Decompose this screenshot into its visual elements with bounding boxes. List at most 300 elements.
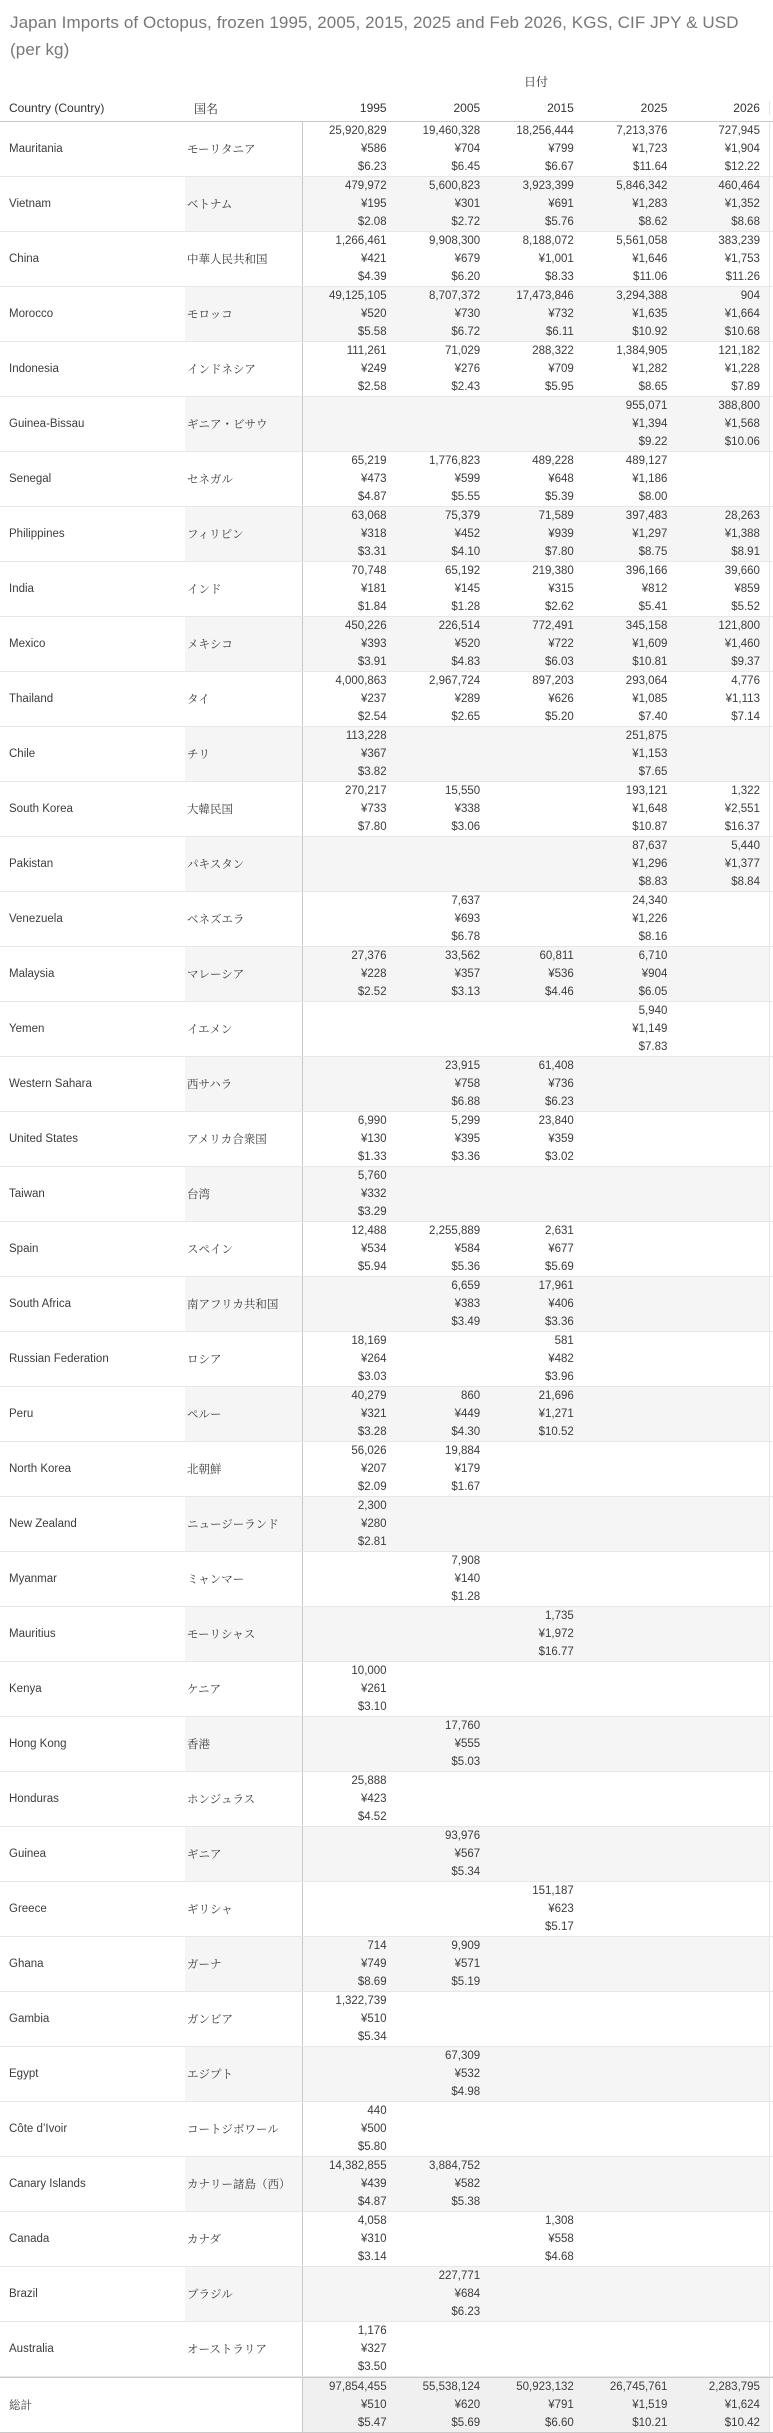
value-cell	[583, 617, 677, 671]
jpy-value	[678, 1020, 760, 1038]
usd-value: $5.58	[357, 326, 387, 338]
kgs-value: 1,322	[731, 785, 760, 797]
country-jp-cell: インド	[187, 584, 222, 596]
usd-value: $16.77	[538, 1646, 574, 1658]
usd-value	[678, 1643, 760, 1661]
kgs-value: 111,261	[346, 345, 387, 357]
value-cell	[396, 617, 490, 671]
usd-value: $3.06	[451, 821, 481, 833]
usd-value: $4.39	[357, 271, 387, 283]
country-jp-cell: ガンビア	[187, 2014, 233, 2026]
usd-value: $2.72	[451, 216, 481, 228]
value-cell	[676, 2212, 770, 2266]
kgs-value: 5,561,058	[616, 235, 668, 247]
usd-value	[585, 1203, 668, 1221]
jpy-value: ¥2,551	[724, 803, 760, 815]
jpy-value: ¥1,113	[725, 693, 760, 705]
country-jp-cell: エジプト	[185, 2047, 302, 2101]
value-cell	[302, 562, 396, 616]
jpy-value: ¥130	[361, 1133, 387, 1145]
usd-value	[585, 2138, 668, 2156]
usd-value: $3.03	[357, 1371, 387, 1383]
value-cell	[302, 1387, 396, 1441]
jpy-value: ¥1,609	[632, 638, 668, 650]
jpy-value: ¥1,904	[724, 143, 760, 155]
jpy-value	[305, 2065, 387, 2083]
kgs-value	[305, 1277, 387, 1295]
country-name-cell: Venezuela	[0, 892, 185, 946]
usd-value	[678, 2193, 760, 2211]
usd-value: $8.83	[638, 876, 668, 888]
value-cell	[583, 2267, 677, 2321]
usd-value	[585, 1093, 668, 1111]
jpy-value	[678, 1075, 760, 1093]
usd-value	[398, 2358, 481, 2376]
jpy-value: ¥758	[454, 1078, 481, 1090]
value-cell	[676, 1332, 770, 1386]
usd-value	[491, 2138, 574, 2156]
jpy-value	[491, 1185, 574, 1203]
usd-value: $8.84	[731, 876, 760, 888]
value-cell	[489, 1442, 583, 1496]
country-jp-cell: ガーナ	[185, 1937, 302, 1991]
kgs-value	[678, 1607, 760, 1625]
kgs-value	[305, 397, 387, 415]
jpy-value	[678, 1570, 760, 1588]
usd-value	[585, 1588, 668, 1606]
usd-value: $6.23	[357, 161, 387, 173]
country-name-cell: Chile	[0, 727, 185, 781]
jpy-value: ¥393	[361, 638, 387, 650]
value-cell	[583, 507, 677, 561]
value-cell	[676, 452, 770, 506]
kgs-value	[585, 1882, 668, 1900]
value-cell	[489, 1607, 583, 1661]
country-name-cell: Mauritania	[0, 122, 185, 176]
country-jp-cell: ホンジュラス	[187, 1794, 256, 1806]
table-row	[0, 617, 773, 672]
jpy-value	[305, 2285, 387, 2303]
value-cell	[489, 397, 583, 451]
value-cell	[302, 1167, 396, 1221]
usd-value: $5.19	[451, 1976, 481, 1988]
country-jp-cell: ケニア	[187, 1684, 222, 1696]
kgs-value: 3,923,399	[522, 180, 574, 192]
value-cell	[583, 672, 677, 726]
usd-value: $3.82	[357, 766, 387, 778]
jpy-value: ¥1,228	[724, 363, 760, 375]
kgs-value: 55,538,124	[422, 2381, 481, 2393]
value-cell	[302, 1717, 396, 1771]
usd-value: $3.50	[357, 2361, 387, 2373]
usd-value: $10.92	[632, 326, 668, 338]
value-cell	[396, 1442, 490, 1496]
usd-value: $11.64	[633, 161, 668, 173]
value-cell	[489, 2378, 583, 2432]
kgs-value: 23,840	[538, 1115, 574, 1127]
value-cell	[302, 1057, 396, 1111]
kgs-value: 288,322	[532, 345, 574, 357]
kgs-value	[491, 1442, 574, 1460]
usd-value: $2.43	[451, 381, 481, 393]
country-jp-cell: 大韓民国	[187, 804, 233, 816]
usd-value	[678, 1478, 760, 1496]
value-cell	[583, 1827, 677, 1881]
kgs-value	[398, 2212, 481, 2230]
value-cell	[676, 1277, 770, 1331]
value-cell	[396, 1772, 490, 1826]
usd-value: $5.39	[545, 491, 574, 503]
usd-value: $4.46	[545, 986, 574, 998]
jpy-value: ¥421	[361, 253, 387, 265]
jpy-value	[585, 2285, 668, 2303]
value-cell	[396, 1222, 490, 1276]
jpy-value	[678, 1185, 760, 1203]
jpy-value: ¥1,186	[632, 473, 668, 485]
jpy-value: ¥439	[361, 2178, 387, 2190]
usd-value	[491, 763, 574, 781]
usd-value	[678, 488, 760, 506]
value-cell	[583, 1772, 677, 1826]
jpy-value: ¥620	[454, 2399, 481, 2411]
value-cell	[676, 287, 770, 341]
kgs-value: 345,158	[625, 620, 668, 632]
jpy-value: ¥1,723	[632, 143, 668, 155]
usd-value: $6.78	[451, 931, 481, 943]
jpy-value	[398, 745, 481, 763]
kgs-value	[585, 1497, 668, 1515]
kgs-value: 860	[461, 1390, 481, 1402]
jpy-value: ¥736	[548, 1078, 574, 1090]
value-cell	[489, 1552, 583, 1606]
usd-value: $2.65	[451, 711, 481, 723]
kgs-value: 6,990	[357, 1115, 387, 1127]
kgs-value: 2,255,889	[429, 1225, 481, 1237]
kgs-value: 8,707,372	[429, 290, 481, 302]
column-header-year: 1995	[359, 101, 387, 115]
kgs-value: 15,550	[445, 785, 481, 797]
value-cell	[676, 1937, 770, 1991]
jpy-value: ¥327	[361, 2343, 387, 2355]
kgs-value: 19,884	[445, 1445, 481, 1457]
usd-value: $6.23	[451, 2306, 481, 2318]
jpy-value: ¥732	[548, 308, 574, 320]
kgs-value: 75,379	[445, 510, 481, 522]
kgs-value	[398, 1772, 481, 1790]
usd-value: $8.62	[638, 216, 668, 228]
jpy-value: ¥791	[548, 2399, 574, 2411]
jpy-value	[305, 1570, 387, 1588]
kgs-value	[491, 1662, 574, 1680]
jpy-value: ¥315	[548, 583, 574, 595]
country-jp-cell: ブラジル	[185, 2267, 302, 2321]
total-label: 総計	[0, 2378, 185, 2432]
usd-value: $4.87	[357, 491, 387, 503]
usd-value: $5.41	[638, 601, 668, 613]
value-cell	[583, 2102, 677, 2156]
jpy-value: ¥1,297	[632, 528, 668, 540]
kgs-value: 1,266,461	[335, 235, 387, 247]
usd-value	[585, 1148, 668, 1166]
jpy-value: ¥1,635	[632, 308, 668, 320]
kgs-value	[678, 1112, 760, 1130]
kgs-value	[585, 1607, 668, 1625]
kgs-value	[585, 1827, 668, 1845]
value-cell	[396, 672, 490, 726]
value-cell	[676, 837, 770, 891]
value-cell	[302, 2378, 396, 2432]
usd-value: $10.52	[538, 1426, 574, 1438]
jpy-value: ¥249	[361, 363, 387, 375]
jpy-value: ¥261	[361, 1683, 387, 1695]
kgs-value	[585, 1167, 668, 1185]
jpy-value	[398, 1680, 481, 1698]
value-cell	[302, 2102, 396, 2156]
jpy-value	[305, 910, 387, 928]
value-cell	[583, 1937, 677, 1991]
jpy-value	[585, 2065, 668, 2083]
jpy-value: ¥1,394	[632, 418, 668, 430]
table-row	[0, 507, 773, 562]
value-cell	[396, 507, 490, 561]
kgs-value	[678, 727, 760, 745]
kgs-value: 460,464	[718, 180, 760, 192]
column-header-year: 2025	[640, 101, 668, 115]
value-cell	[489, 562, 583, 616]
value-cell	[583, 1002, 677, 1056]
value-cell	[676, 342, 770, 396]
kgs-value: 2,300	[357, 1500, 387, 1512]
usd-value: $6.20	[451, 271, 481, 283]
usd-value: $8.16	[638, 931, 668, 943]
usd-value: $1.67	[451, 1481, 481, 1493]
value-cell	[396, 1002, 490, 1056]
country-name-cell: Yemen	[0, 1002, 185, 1056]
jpy-value: ¥599	[454, 473, 481, 485]
country-jp-cell: パキスタン	[185, 837, 302, 891]
country-name-cell: Mexico	[0, 617, 185, 671]
table-row	[0, 1607, 773, 1662]
kgs-value	[585, 1662, 668, 1680]
kgs-value: 25,888	[351, 1775, 387, 1787]
value-cell	[302, 177, 396, 231]
table-row	[0, 672, 773, 727]
usd-value: $4.52	[357, 1811, 387, 1823]
jpy-value: ¥520	[454, 638, 481, 650]
jpy-value: ¥276	[454, 363, 481, 375]
kgs-value: 5,600,823	[429, 180, 481, 192]
value-cell	[302, 2157, 396, 2211]
usd-value: $5.34	[451, 1866, 481, 1878]
jpy-value	[585, 1460, 668, 1478]
jpy-value	[585, 2010, 668, 2028]
value-cell	[396, 562, 490, 616]
jpy-value	[678, 1845, 760, 1863]
usd-value: $9.22	[638, 436, 668, 448]
jpy-value: ¥1,296	[632, 858, 668, 870]
country-jp-cell: ニュージーランド	[185, 1497, 302, 1551]
jpy-value: ¥338	[454, 803, 481, 815]
jpy-value: ¥730	[454, 308, 481, 320]
usd-value: $4.30	[451, 1426, 481, 1438]
value-cell	[396, 1937, 490, 1991]
usd-value	[585, 1423, 668, 1441]
country-name-cell: Indonesia	[0, 342, 185, 396]
usd-value	[305, 873, 387, 891]
usd-value	[678, 763, 760, 781]
kgs-value: 3,884,752	[429, 2160, 481, 2172]
kgs-value: 383,239	[718, 235, 760, 247]
jpy-value: ¥357	[454, 968, 481, 980]
jpy-value	[678, 965, 760, 983]
jpy-value: ¥799	[548, 143, 574, 155]
table-body	[0, 122, 773, 2433]
jpy-value: ¥536	[548, 968, 574, 980]
kgs-value: 21,696	[538, 1390, 574, 1402]
kgs-value	[398, 1002, 481, 1020]
usd-value	[585, 2193, 668, 2211]
value-cell	[676, 1772, 770, 1826]
kgs-value: 955,071	[625, 400, 668, 412]
page-title: Japan Imports of Octopus, frozen 1995, 2005, 2015, 2025 and Feb 2026, KGS, CIF JPY & USD (per kg)	[10, 13, 739, 59]
value-cell	[489, 2047, 583, 2101]
usd-value	[678, 1313, 760, 1331]
kgs-value: 9,908,300	[429, 235, 481, 247]
table-row	[0, 2047, 773, 2102]
usd-value	[305, 1588, 387, 1606]
jpy-value: ¥181	[361, 583, 387, 595]
value-cell	[676, 1662, 770, 1716]
usd-value: $5.80	[357, 2141, 387, 2153]
kgs-value	[398, 1882, 481, 1900]
value-cell	[396, 2267, 490, 2321]
jpy-value	[678, 1240, 760, 1258]
value-cell	[583, 562, 677, 616]
jpy-value	[305, 855, 387, 873]
jpy-value: ¥558	[548, 2233, 574, 2245]
jpy-value: ¥582	[454, 2178, 481, 2190]
jpy-value	[491, 2340, 574, 2358]
country-name-cell: Myanmar	[0, 1552, 185, 1606]
value-cell	[396, 1827, 490, 1881]
value-cell	[676, 1442, 770, 1496]
value-cell	[676, 782, 770, 836]
value-cell	[583, 1662, 677, 1716]
jpy-value: ¥280	[361, 1518, 387, 1530]
kgs-value: 904	[740, 290, 760, 302]
kgs-value	[678, 452, 760, 470]
usd-value	[678, 2028, 760, 2046]
table-row	[0, 1827, 773, 1882]
jpy-value: ¥1,001	[538, 253, 574, 265]
jpy-value: ¥1,085	[632, 693, 668, 705]
jpy-value: ¥237	[361, 693, 387, 705]
table-row	[0, 562, 773, 617]
usd-value: $3.96	[545, 1371, 574, 1383]
table-row	[0, 2322, 773, 2377]
usd-value: $5.20	[545, 711, 574, 723]
usd-value: $2.08	[357, 216, 387, 228]
usd-value: $5.47	[357, 2417, 387, 2429]
value-cell	[396, 452, 490, 506]
jpy-value	[678, 2340, 760, 2358]
usd-value	[678, 928, 760, 946]
kgs-value: 1,322,739	[335, 1995, 387, 2007]
jpy-value: ¥571	[454, 1958, 481, 1970]
usd-value: $3.36	[451, 1151, 481, 1163]
usd-value	[491, 2358, 574, 2376]
jpy-value: ¥383	[454, 1298, 481, 1310]
kgs-value: 60,811	[539, 950, 574, 962]
value-cell	[396, 2157, 490, 2211]
kgs-value	[585, 1937, 668, 1955]
kgs-value	[398, 1497, 481, 1515]
usd-value	[305, 2303, 387, 2321]
value-cell	[583, 287, 677, 341]
usd-value	[398, 2028, 481, 2046]
value-cell	[396, 1662, 490, 1716]
jpy-value	[585, 1350, 668, 1368]
usd-value	[491, 2303, 574, 2321]
jpy-value	[305, 415, 387, 433]
kgs-value	[491, 2102, 574, 2120]
kgs-value	[491, 1002, 574, 1020]
kgs-value: 19,460,328	[422, 125, 481, 137]
kgs-value: 2,283,795	[708, 2381, 760, 2393]
usd-value	[305, 1863, 387, 1881]
usd-value: $6.45	[451, 161, 481, 173]
jpy-value: ¥555	[454, 1738, 481, 1750]
kgs-value: 581	[554, 1335, 574, 1347]
kgs-value	[678, 892, 760, 910]
table-row	[0, 342, 773, 397]
jpy-value: ¥1,624	[724, 2399, 760, 2411]
value-cell	[489, 1112, 583, 1166]
jpy-value: ¥1,460	[724, 638, 760, 650]
usd-value: $5.55	[451, 491, 481, 503]
value-cell	[302, 672, 396, 726]
kgs-value	[398, 1992, 481, 2010]
usd-value	[491, 1808, 574, 1826]
kgs-value	[678, 1937, 760, 1955]
table-row	[0, 232, 773, 287]
jpy-value: ¥584	[454, 1243, 481, 1255]
usd-value: $6.88	[451, 1096, 481, 1108]
value-cell	[676, 1827, 770, 1881]
usd-value	[678, 1258, 760, 1276]
value-cell	[396, 232, 490, 286]
kgs-value	[585, 1772, 668, 1790]
value-cell	[302, 837, 396, 891]
kgs-value	[585, 1442, 668, 1460]
kgs-value: 489,127	[625, 455, 668, 467]
usd-value	[491, 2193, 574, 2211]
kgs-value	[678, 1167, 760, 1185]
country-name-cell: New Zealand	[0, 1497, 185, 1551]
usd-value: $5.94	[357, 1261, 387, 1273]
jpy-value: ¥1,377	[724, 858, 760, 870]
usd-value	[678, 1698, 760, 1716]
jpy-value	[678, 2120, 760, 2138]
usd-value: $9.37	[731, 656, 760, 668]
usd-value: $3.49	[451, 1316, 481, 1328]
kgs-value	[491, 2267, 574, 2285]
usd-value	[491, 818, 574, 836]
kgs-value	[585, 1717, 668, 1735]
usd-value: $3.29	[357, 1206, 387, 1218]
value-cell	[489, 1717, 583, 1771]
country-name-cell: Greece	[0, 1882, 185, 1936]
